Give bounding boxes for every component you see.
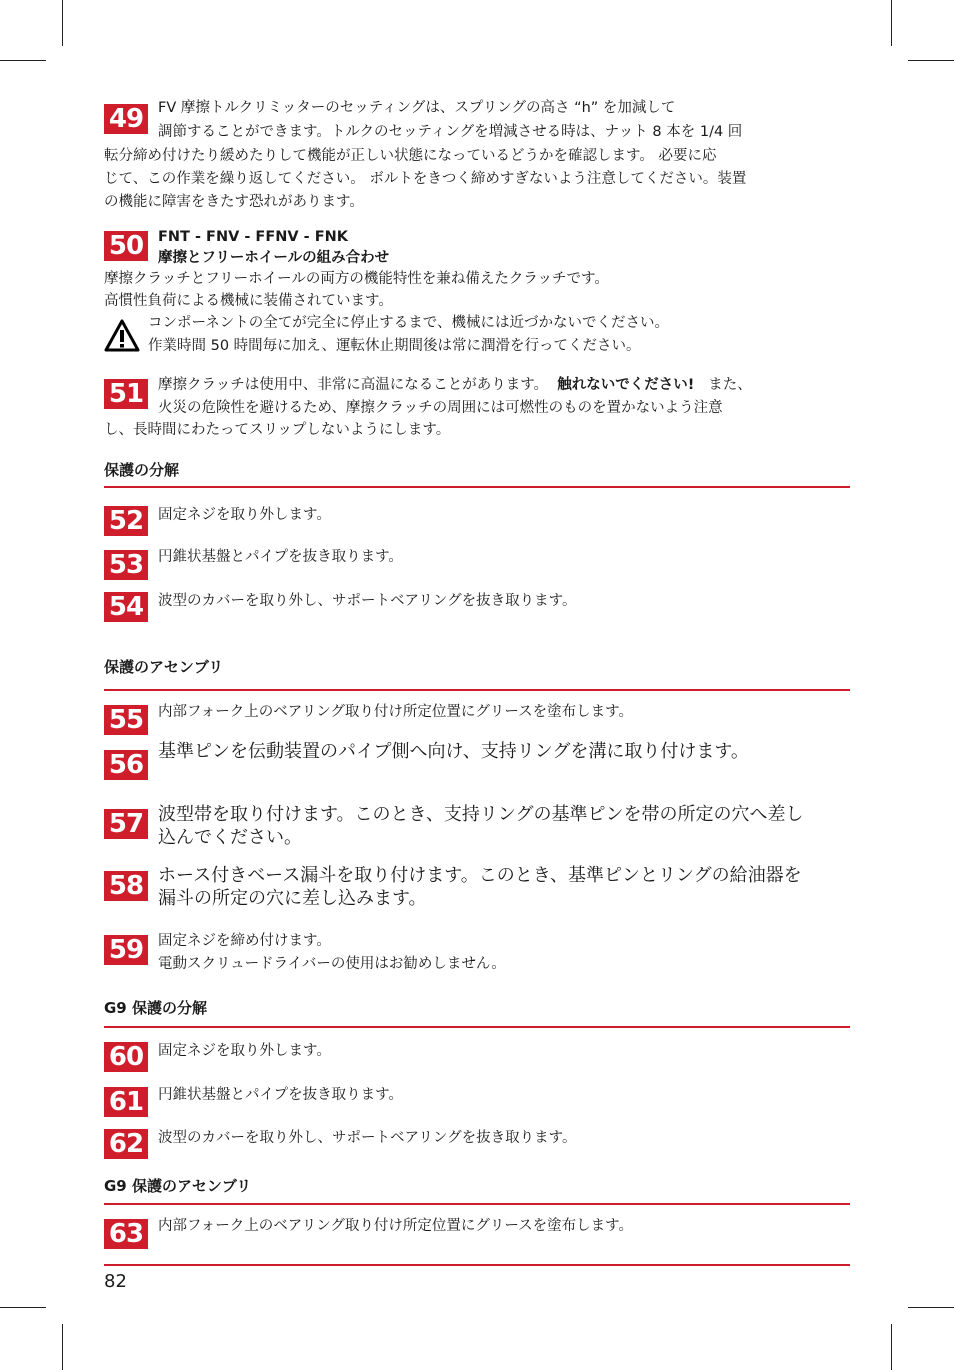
step-text: 高慣性負荷による機械に装備されています。 [104, 293, 393, 309]
step-text: 転分締め付けたり緩めたりして機能が正しい状態になっているどうかを確認します。 必要に応 [104, 148, 717, 164]
step-number: 62 [104, 1129, 148, 1159]
crop-mark [62, 0, 63, 46]
step-number: 53 [104, 550, 148, 580]
crop-mark [891, 0, 892, 46]
step-text: の機能に障害をきたす恐れがあります。 [104, 194, 364, 210]
step-text: 固定ネジを取り外します。 [158, 1043, 331, 1059]
section-divider [104, 486, 850, 488]
step-number: 50 [104, 231, 148, 261]
step-text: 内部フォーク上のベアリング取り付け所定位置にグリースを塗布します。 [158, 704, 634, 720]
caution-emphasis: 触れないでください! [557, 377, 695, 393]
warning-text: コンポーネントの全てが完全に停止するまで、機械には近づかないでください。 [148, 315, 669, 331]
step-number: 59 [104, 935, 148, 965]
step-number: 56 [104, 750, 148, 780]
step-text: 電動スクリュードライバーの使用はお勧めしません。 [158, 956, 506, 972]
step-text-part: また、 [708, 377, 752, 393]
crop-mark [62, 1324, 63, 1370]
step-text: 波型帯を取り付けます。このとき、支持リングの基準ピンを帯の所定の穴へ差し [158, 804, 804, 825]
step-text: 込んでください。 [158, 827, 302, 848]
step-number: 54 [104, 592, 148, 622]
step-text: 波型のカバーを取り外し、サポートベアリングを抜き取ります。 [158, 593, 577, 609]
crop-mark [0, 1307, 46, 1308]
step-text: 漏斗の所定の穴に差し込みます。 [158, 888, 427, 909]
step-title: 摩擦とフリーホイールの組み合わせ [158, 250, 390, 266]
step-text: 摩擦クラッチとフリーホイールの両方の機能特性を兼ね備えたクラッチです。 [104, 271, 609, 287]
step-text: し、長時間にわたってスリップしないようにします。 [104, 422, 451, 438]
crop-mark [0, 60, 46, 61]
step-text: じて、この作業を繰り返してください。 ボルトをきつく締めすぎないよう注意してください。装置 [104, 171, 747, 187]
section-heading: 保護の分解 [104, 461, 180, 479]
section-heading: 保護のアセンブリ [104, 658, 224, 676]
crop-mark [908, 1307, 954, 1308]
step-text: 円錐状基盤とパイプを抜き取ります。 [158, 549, 403, 565]
step-text: 円錐状基盤とパイプを抜き取ります。 [158, 1087, 403, 1103]
step-text: 内部フォーク上のベアリング取り付け所定位置にグリースを塗布します。 [158, 1218, 634, 1234]
section-heading: G9 保護のアセンブリ [104, 1177, 252, 1195]
warning-text: 作業時間 50 時間毎に加え、運転休止期間後は常に潤滑を行ってください。 [148, 338, 641, 354]
step-number: 60 [104, 1042, 148, 1072]
crop-mark [908, 60, 954, 61]
step-number: 63 [104, 1219, 148, 1249]
step-text: 波型のカバーを取り外し、サポートベアリングを抜き取ります。 [158, 1130, 577, 1146]
step-number: 55 [104, 705, 148, 735]
step-text-part: 摩擦クラッチは使用中、非常に高温になることがあります。 [158, 377, 549, 393]
footer-divider [104, 1264, 850, 1266]
step-number: 57 [104, 809, 148, 839]
step-number: 58 [104, 871, 148, 901]
step-text: 火災の危険性を避けるため、摩擦クラッチの周囲には可燃性のものを置かないよう注意 [158, 400, 723, 416]
section-divider [104, 1203, 850, 1205]
warning-triangle-icon [104, 319, 140, 353]
step-text: ホース付きベース漏斗を取り付けます。このとき、基準ピンとリングの給油器を [158, 865, 802, 886]
section-divider [104, 1026, 850, 1028]
step-number: 49 [104, 104, 148, 134]
section-heading: G9 保護の分解 [104, 999, 207, 1017]
step-text [158, 374, 752, 396]
section-divider [104, 689, 850, 691]
crop-mark [891, 1324, 892, 1370]
step-text: FV 摩擦トルクリミッターのセッティングは、スプリングの高さ “h” を加減して [158, 100, 676, 116]
step-text: 固定ネジを取り外します。 [158, 507, 331, 523]
step-text: 固定ネジを締め付けます。 [158, 933, 331, 949]
step-text: 基準ピンを伝動装置のパイプ側へ向け、支持リングを溝に取り付けます。 [158, 741, 749, 762]
step-number: 61 [104, 1087, 148, 1117]
step-text: 調節することができます。トルクのセッティングを増減させる時は、ナット 8 本を 1/4 回 [158, 124, 743, 140]
step-title: FNT - FNV - FFNV - FNK [158, 229, 348, 245]
page-number: 82 [104, 1271, 127, 1292]
step-number: 52 [104, 506, 148, 536]
step-number: 51 [104, 379, 148, 409]
